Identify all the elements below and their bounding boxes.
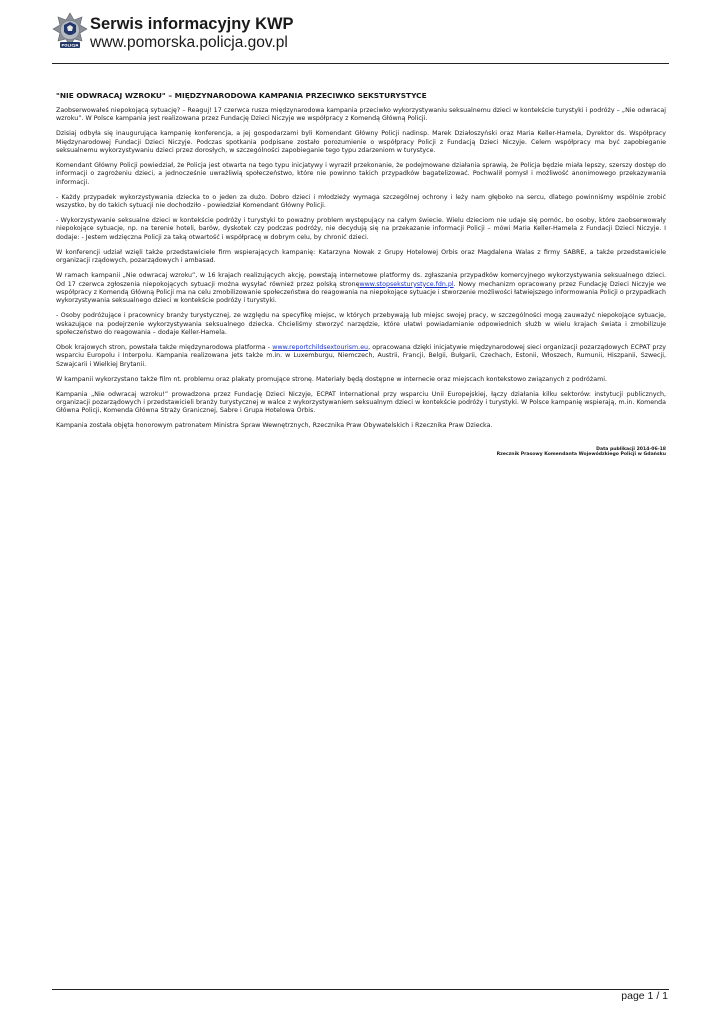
paragraph-12: Kampania została objęta honorowym patronatem Ministra Spraw Wewnętrznych, Rzecznika Praw Obywatelskich i Rzecznika Praw Dziecka. [56, 422, 493, 430]
stopseksturystyce-link[interactable]: www.stopseksturystyce.fdn.pl [359, 280, 454, 288]
publication-info [497, 447, 666, 458]
article-author: Rzecznik Prasowy Komendanta Wojewódzkiego Policji w Gdańsku [496, 452, 666, 458]
page-header [52, 12, 672, 56]
publication-date: Data publikacji 2014-06-18 [596, 447, 666, 452]
paragraph-10: W kampanii wykorzystano także film nt. problemu oraz plakaty promujące stronę. Materiały będą dostępne w internecie oraz miejscach kontekstowo związanych z podróżami. [56, 375, 607, 383]
site-title: Serwis informacyjny KWP [90, 15, 294, 33]
paragraph-11: Kampania „Nie odwracaj wzroku!” prowadzona przez Fundację Dzieci Niczyje, ECPAT International przy wsparciu Unii Europejskiej, łączy działania kilku sektorów: instytucji publicznych, organizacji pozarządowych i przedstawicieli branży turystycznej w walce z wykorzystywaniem seksualnym dzieci w kontekście podróży i turystyki. W Polsce kampanię wspierają, m.in. Komenda Główna Policji, Komenda Główna Straży Granicznej, Sabre i Grupa Hotelowa Orbis. [56, 390, 666, 415]
paragraph-9-text-after: , opracowana dzięki inicjatywie międzynarodowej sieci organizacji pozarządowych ECPAT przy wsparciu Europolu i Interpolu. Kampania realizowana jets także m.in. w Luxemburgu, Niemczech, Austrii, Francji, Belgii, Bułgarii, Czechach, Estonii, Włoszech, Rumunii, Hiszpanii, Szwecji, Szwajcarii i Wielkiej Brytanii. [56, 343, 666, 368]
page-number: page 1 / 1 [621, 990, 668, 1002]
paragraph-4: - Każdy przypadek wykorzystywania dziecka to o jeden za dużo. Dobro dzieci i młodzieży wymaga szczególnej ochrony i leży nam głęboko na sercu, dlatego powinniśmy wspólnie zrobić wszystko, by do takich sytuacji nie dochodziło - powiedział Komendant Główny Policji. [56, 193, 666, 210]
article-title: "NIE ODWRACAJ WZROKU" – MIĘDZYNARODOWA KAMPANIA PRZECIWKO SEKSTURYSTYCE [56, 91, 427, 100]
paragraph-9 [56, 344, 666, 369]
paragraph-3: Komendant Główny Policji powiedział, że Policja jest otwarta na tego typu inicjatywy i wyraził przekonanie, że podejmowane działania sprawią, że Policja będzie miała lepszy, szerszy dostęp do informacji o zagrożeniu dzieci, a jednocześnie uwrażliwią społeczeństwo, które nie powinno takich przypadków bagatelizować. Pochwalił pomysł i możliwość anonimowego przekazywania informacji. [56, 162, 666, 186]
paragraph-7-text-before: W ramach kampanii „Nie odwracaj wzroku”, w 16 krajach realizujących akcję, powstają internetowe platformy ds. zgłaszania przypadków komercyjnego wykorzystywania seksualnego dzieci. Od 17 czerwca zgłoszenia niepokojących sytuacji można wysyłać również przez polską stronę [56, 272, 666, 288]
header-divider [52, 63, 669, 64]
paragraph-7 [56, 272, 666, 305]
footer-divider [52, 989, 669, 990]
article-body [56, 91, 666, 437]
paragraph-1: Zaobserwowałeś niepokojącą sytuację? – Reaguj! 17 czerwca rusza międzynarodowa kampania przeciwko wykorzystywaniu seksualnemu dzieci w kontekście turystyki i podróży – „Nie odwracaj wzroku”. W Polsce kampania jest realizowana przez Fundację Dzieci Niczyje we współpracy z Komendą Główną Policji. [56, 107, 666, 123]
paragraph-8: - Osoby podróżujące i pracownicy branży turystycznej, ze względu na specyfikę miejsc, w których przebywają lub miejsc swojej pracy, w szczególności mogą zauważyć niepokojące sytuacje, wskazujące na podejrzenie wykorzystywania seksualnego dziecka. Chcieliśmy stworzyć narzędzie, które ułatwi powiadamianie odpowiednich służb w wielu krajach świata i zmobilizuje społeczeństwo do reagowania – dodaje Keller-Hamela. [56, 312, 666, 336]
logo-text: POLICJA [61, 42, 79, 48]
paragraph-9-text-before: Obok krajowych stron, powstała także międzynarodowa platforma - [56, 343, 273, 351]
police-star-logo [52, 12, 88, 54]
site-url: www.pomorska.policja.gov.pl [90, 34, 288, 51]
paragraph-5: - Wykorzystywanie seksualne dzieci w kontekście podróży i turystyki to poważny problem występujący na całym świecie. Wielu dzieciom nie udaje się pomóc, bo osoby, które zaobserwowały niepokojące sytuacje, np. na terenie hoteli, barów, dyskotek czy podczas podróży, nie decydują się na przekazanie informacji Policji – mówi Maria Keller-Hamela z Fundacji Dzieci Niczyje. I dodaje: - Jestem wdzięczna Policji za taką otwartość i współpracę w dobrym celu, by chronić dzieci. [56, 217, 666, 241]
paragraph-6: W konferencji udział wzięli także przedstawiciele firm wspierających kampanię: Katarzyna Nowak z Grupy Hotelowej Orbis oraz Magdalena Walas z firmy SABRE, a także przedstawiciele organizacji rządowych, pozarządowych i ambasad. [56, 248, 666, 265]
paragraph-2: Dzisiaj odbyła się inaugurująca kampanię konferencja, a jej gospodarzami byli Komendant Główny Policji nadinsp. Marek Działoszyński oraz Maria Keller-Hamela, Dyrektor ds. Współpracy Międzynarodowej Fundacji Dzieci Niczyje. Podczas spotkania podpisane zostało porozumienie o współpracy Policji z Fundacją Dzieci Niczyje. Celem współpracy ma być zapobieganie seksualnemu wykorzystywaniu dzieci przez dorosłych, w szczególności zapobieganie tego typu zdarzeniom w turystyce. [56, 130, 666, 154]
paragraph-7-text-after: . Nowy mechanizm opracowany przez Fundację Dzieci Niczyje we współpracy z Komendą Główną Policji ma na celu zmobilizowanie społeczeństwa do reagowania na niepokojące sytuacje i stworzenie możliwości łatwiejszego informowania Policji o przypadkach wykorzystywania seksualnego dzieci w kontekście podróży i turystyki. [56, 280, 666, 305]
reportchildsextourism-link[interactable]: www.reportchildsextourism.eu [272, 343, 369, 351]
